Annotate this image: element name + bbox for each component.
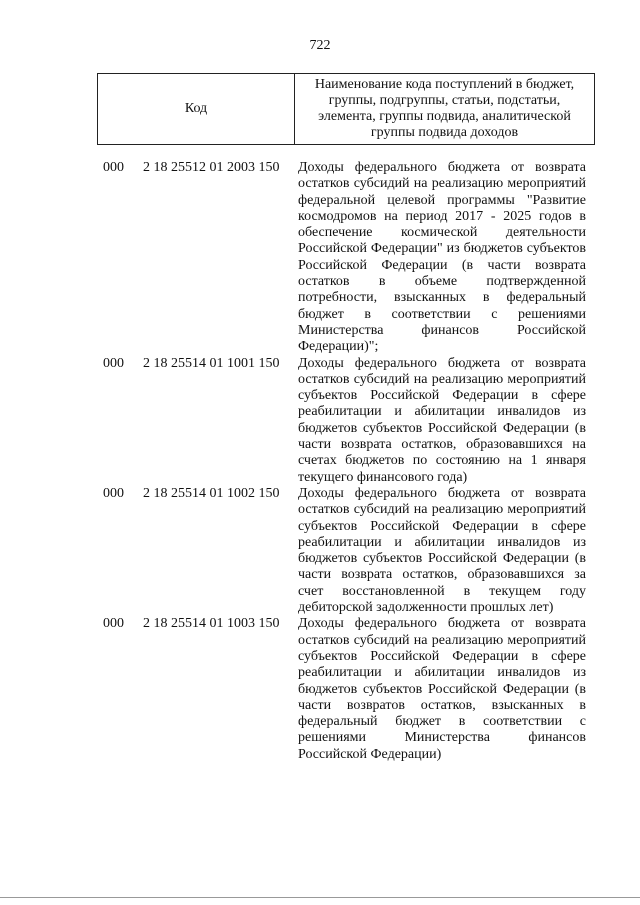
list-item — [0, 356, 640, 486]
header-code: Код — [98, 74, 295, 145]
page-number: 722 — [309, 38, 331, 53]
list-item — [0, 616, 640, 763]
code-list — [0, 160, 640, 763]
income-code: 2 18 25514 01 1001 150 — [143, 355, 280, 371]
income-code: 2 18 25512 01 2003 150 — [143, 160, 280, 175]
income-description: Доходы федерального бюджета от возврата остатков субсидий на реализацию мероприятий федеральной целевой программы "Развитие космодромов на период 2017 - 2025 годов в обеспечение космической деятельности Российской Федерации" из бюджетов субъектов Российской Федерации (в части возврата остатков в объеме подтвержденной потребности, взысканных в федеральный бюджет в соответствии с решениями Министерства финансов Российской Федерации)"; — [298, 160, 586, 355]
admin-code: 000 — [103, 485, 124, 501]
column-header-table — [97, 73, 595, 145]
income-description: Доходы федерального бюджета от возврата остатков субсидий на реализацию мероприятий субъектов Российской Федерации в сфере реабилитации и абилитации инвалидов из бюджетов субъектов Российской Федерации (в части возвратов остатков, взысканных в федеральный бюджет в соответствии с решениями Министерства финансов Российской Федерации) — [298, 616, 586, 762]
page-bottom-border — [0, 897, 640, 898]
admin-code: 000 — [103, 616, 124, 632]
admin-code: 000 — [103, 160, 124, 175]
header-name: Наименование кода поступлений в бюджет, группы, подгруппы, статьи, подстатьи, элемента, группы подвида, аналитической группы подвида доходов — [295, 74, 595, 145]
admin-code: 000 — [103, 355, 124, 371]
income-code: 2 18 25514 01 1003 150 — [143, 616, 280, 632]
income-description: Доходы федерального бюджета от возврата остатков субсидий на реализацию мероприятий субъектов Российской Федерации в сфере реабилитации и абилитации инвалидов из бюджетов субъектов Российской Федерации (в части возврата остатков, образовавшихся на счетах бюджетов по состоянию на 1 января текущего финансового года) — [298, 355, 586, 485]
income-description: Доходы федерального бюджета от возврата остатков субсидий на реализацию мероприятий субъектов Российской Федерации в сфере реабилитации и абилитации инвалидов из бюджетов субъектов Российской Федерации (в части возврата остатков, образовавшихся за счет восстановленной в текущем году дебиторской задолженности прошлых лет) — [298, 485, 586, 616]
list-item — [0, 160, 640, 356]
income-code: 2 18 25514 01 1002 150 — [143, 485, 280, 501]
list-item — [0, 486, 640, 616]
